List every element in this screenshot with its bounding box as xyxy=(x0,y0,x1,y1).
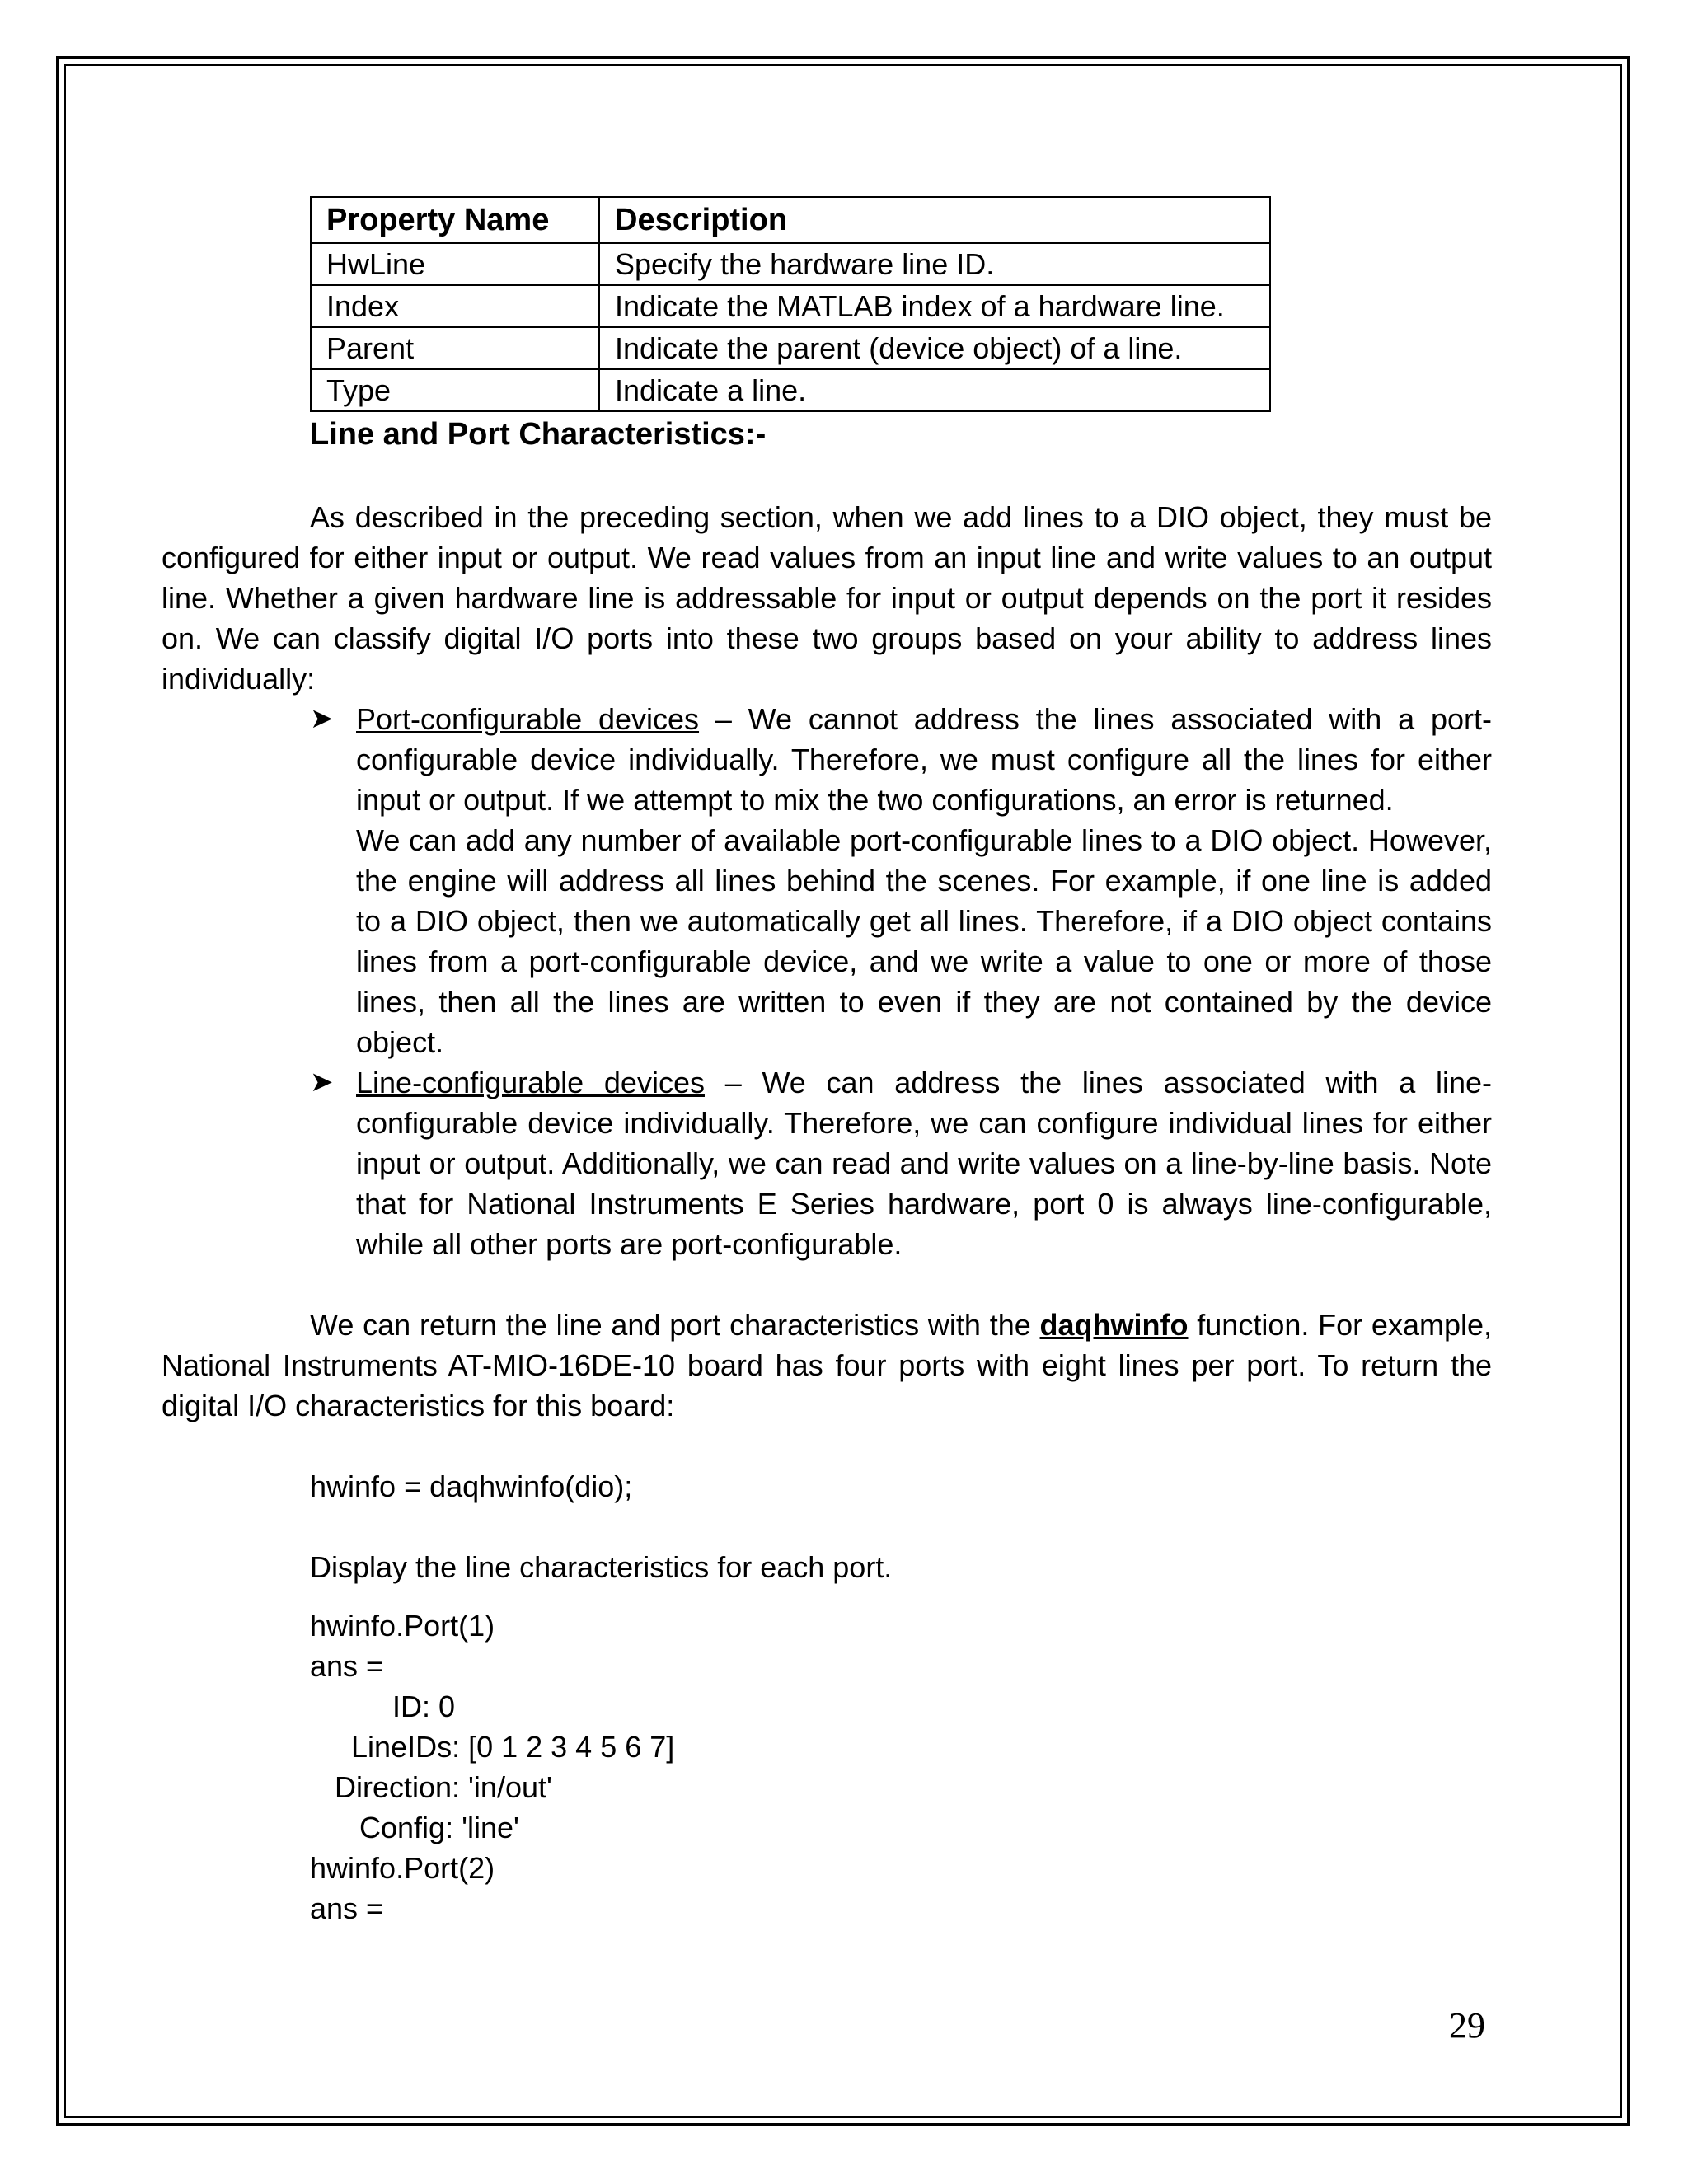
code-line: ans = xyxy=(310,1649,384,1683)
table-cell-description: Indicate the parent (device object) of a line. xyxy=(599,327,1270,369)
table-row xyxy=(311,285,1270,327)
table-cell-description: Indicate the MATLAB index of a hardware line. xyxy=(599,285,1270,327)
table-row xyxy=(311,369,1270,411)
table-row xyxy=(311,243,1270,285)
arrow-bullet-icon: ➤ xyxy=(310,1066,334,1098)
list-item xyxy=(310,699,1492,1062)
page-content xyxy=(162,196,1492,1929)
function-keyword: daqhwinfo xyxy=(1039,1308,1189,1342)
code-line: Direction: 'in/out' xyxy=(310,1770,552,1804)
code-line: ans = xyxy=(310,1891,384,1925)
code-line: hwinfo.Port(2) xyxy=(310,1851,495,1885)
code-call: hwinfo = daqhwinfo(dio); xyxy=(310,1469,633,1503)
table-header-cell: Property Name xyxy=(311,197,599,243)
table-cell-name: Type xyxy=(311,369,599,411)
return-paragraph xyxy=(162,1305,1492,1426)
table-header-row xyxy=(311,197,1270,243)
code-block xyxy=(310,1605,1492,1929)
table-cell-name: Index xyxy=(311,285,599,327)
code-line: Config: 'line' xyxy=(310,1811,519,1844)
return-text-after: function. For example, National Instruments AT-MIO-16DE-10 board has four ports with eight lines per port. To return the digital I/O characteristics for this board: xyxy=(162,1308,1492,1422)
bullet-term: Line-configurable devices xyxy=(356,1066,705,1099)
list-item xyxy=(310,1062,1492,1264)
code-line: hwinfo.Port(1) xyxy=(310,1609,495,1643)
display-instruction: Display the line characteristics for each port. xyxy=(310,1550,893,1584)
table-cell-description: Specify the hardware line ID. xyxy=(599,243,1270,285)
section-title: Line and Port Characteristics:- xyxy=(310,417,767,452)
table-header-cell: Description xyxy=(599,197,1270,243)
code-line: ID: 0 xyxy=(310,1690,456,1723)
arrow-bullet-icon: ➤ xyxy=(310,703,334,734)
intro-paragraph: As described in the preceding section, when we add lines to a DIO object, they must be configured for either input or output. We read values from an input line and write values to an output line. Whether a given hardware line is addressable for input or output depends on the port it resides on. We can classify digital I/O ports into these two groups based on your ability to address lines individually: xyxy=(162,500,1492,696)
property-table xyxy=(310,196,1271,412)
bullet-text: – We can address the lines associated with a line-configurable device individually. Therefore, we can configure individual lines for either input or output. Additionally, we can read and write values on a line-by-line basis. Note that for National Instruments E Series hardware, port 0 is always line-configurable, while all other ports are port-configurable. xyxy=(356,1066,1492,1261)
table-row xyxy=(311,327,1270,369)
table-cell-name: Parent xyxy=(311,327,599,369)
table-cell-name: HwLine xyxy=(311,243,599,285)
bullet-term: Port-configurable devices xyxy=(356,702,700,736)
bullet-text: – We cannot address the lines associated with a port-configurable device individually. Therefore, we must configure all the lines for either input or output. If we attempt to mix the two configurations, an error is returned. xyxy=(356,702,1492,817)
table-cell-description: Indicate a line. xyxy=(599,369,1270,411)
code-line: LineIDs: [0 1 2 3 4 5 6 7] xyxy=(310,1730,675,1764)
return-text-before: We can return the line and port characteristics with the xyxy=(310,1308,1040,1342)
bullet-extra-text: We can add any number of available port-configurable lines to a DIO object. However, the engine will address all lines behind the scenes. For example, if one line is added to a DIO object, then we automatically get all lines. Therefore, if a DIO object contains lines from a port-configurable device, and we write a value to one or more of those lines, then all the lines are written to even if they are not contained by the device object. xyxy=(356,823,1492,1059)
page-number: 29 xyxy=(1449,2005,1485,2046)
device-types-list xyxy=(310,699,1492,1264)
